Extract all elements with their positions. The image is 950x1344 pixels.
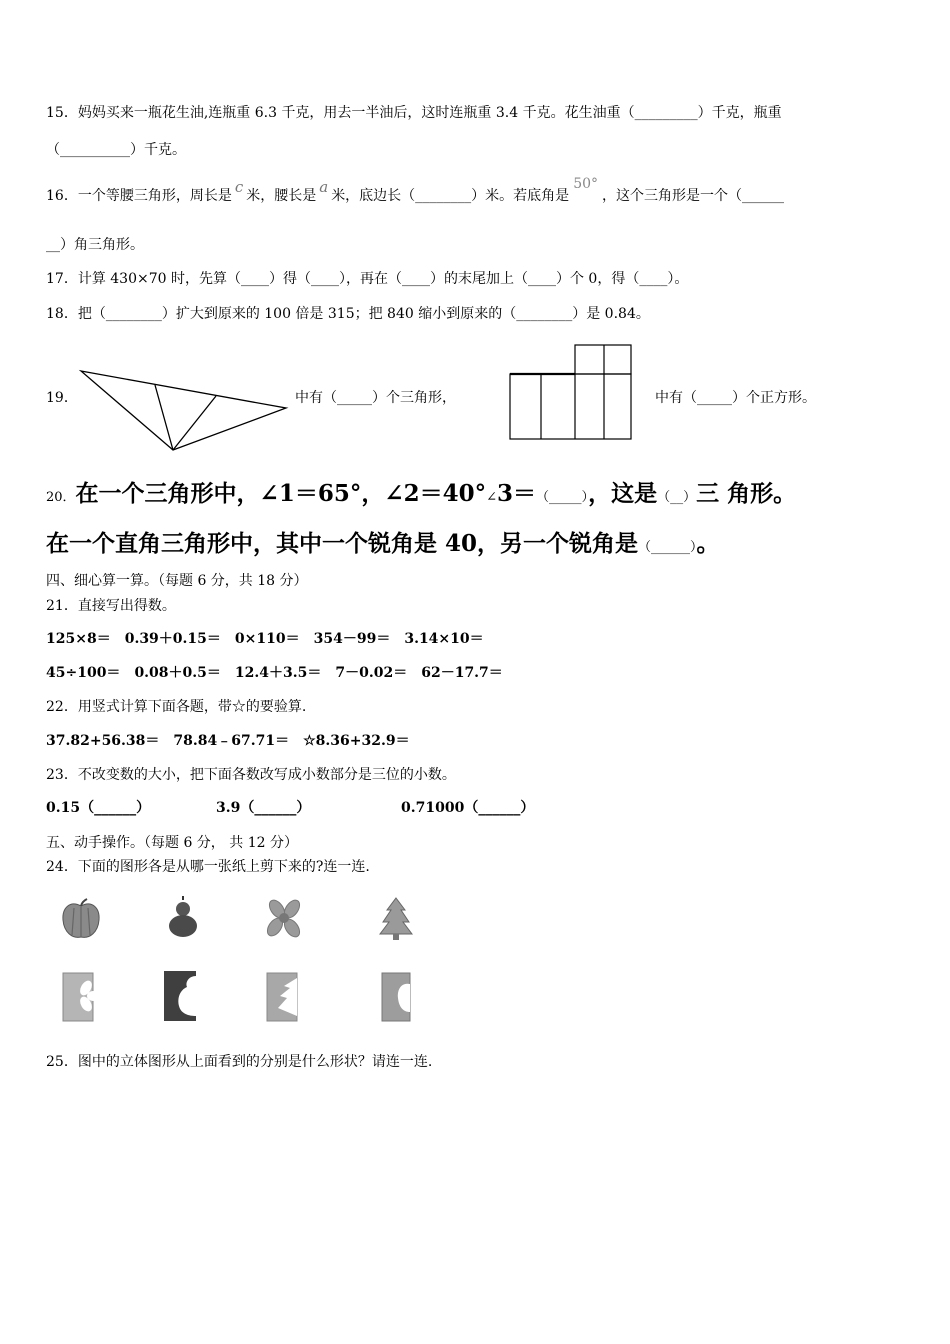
q20-number: 20．: [46, 490, 76, 505]
flower-shape-image: [263, 898, 305, 940]
q16-part2: 米，腰长是: [246, 188, 317, 204]
q20-blank2: （__）: [657, 490, 697, 505]
q15-line1: 15．妈妈买来一瓶花生油,连瓶重 6.3 千克，用去一半油后，这时连瓶重 3.4 千克。花生油重（_________）千克，瓶重: [46, 105, 782, 121]
triangle-figure: [78, 368, 290, 454]
q21-item: 45÷100＝: [46, 665, 121, 681]
q24-title: 24．下面的图形各是从哪一张纸上剪下来的?连一连.: [46, 859, 370, 875]
q21-item: 62－17.7＝: [421, 665, 503, 681]
apple-shape-image: [60, 898, 102, 940]
q22-item: 37.82+56.38＝: [46, 733, 160, 749]
paper-flower-hole-image: [62, 972, 94, 1022]
q22-item: 78.84﹣67.71＝: [173, 733, 290, 749]
section5-heading: 五、动手操作。（每题 6 分， 共 12 分）: [46, 835, 298, 851]
q23-item: 0.71000（______）: [401, 800, 535, 816]
paper-gourd-hole-image: [163, 970, 197, 1022]
q16-part3: 米，底边长（________）米。若底角是: [331, 188, 570, 204]
q20-line2: [46, 529, 720, 563]
q20-line2-text: 在一个直角三角形中，其中一个锐角是 40，另一个锐角是: [46, 530, 639, 557]
q16-line1: [46, 176, 785, 205]
q21-item: 0×110＝: [234, 631, 300, 647]
q16-angle: 50°: [573, 176, 599, 192]
paper-tree-hole-image: [266, 972, 298, 1022]
q20-line1-text: 在一个三角形中，∠1＝65°，∠2＝40°: [75, 480, 487, 507]
q16-var-a: a: [319, 178, 329, 196]
gourd-shape-image: [166, 896, 200, 940]
q21-item: 3.14×10＝: [404, 631, 484, 647]
q21-item: 0.08＋0.5＝: [134, 665, 221, 681]
q16-part1: 16．一个等腰三角形，周长是: [46, 188, 232, 204]
q19-triangles-text: 中有（_____）个三角形，: [295, 390, 456, 406]
tree-shape-image: [378, 896, 414, 942]
q15-line2: （__________）千克。: [46, 142, 186, 158]
q20-line1-eq: 3＝: [497, 480, 537, 507]
q17: 17．计算 430×70 时，先算（____）得（____），再在（____）的末尾加上（____）个 0，得（____）。: [46, 271, 689, 287]
q20-line1-this: ，这是: [588, 480, 658, 507]
q20-line1-end: 三 角形。: [696, 480, 797, 507]
q23-item: 0.15（______）: [46, 800, 151, 816]
q21-item: 125×8＝: [46, 631, 111, 647]
q23-item: 3.9（______）: [216, 800, 311, 816]
q22-items: [46, 732, 424, 750]
q21-item: 7－0.02＝: [335, 665, 408, 681]
q19-squares-text: 中有（_____）个正方形。: [655, 390, 816, 406]
q21-row1: [46, 630, 498, 648]
q21-item: 0.39＋0.15＝: [124, 631, 221, 647]
q16-part4: ，这个三角形是一个（______: [602, 188, 785, 204]
q20-line1: [46, 479, 796, 513]
paper-apple-hole-image: [381, 972, 411, 1022]
section4-heading: 四、细心算一算。（每题 6 分，共 18 分）: [46, 573, 308, 589]
q20-blank1: （_____）: [536, 490, 589, 505]
q25-title: 25．图中的立体图形从上面看到的分别是什么形状？请连一连.: [46, 1054, 433, 1070]
q22-title: 22．用竖式计算下面各题，带☆的要验算.: [46, 699, 307, 715]
q16-line2: __）角三角形。: [46, 237, 144, 253]
q16-var-c: c: [234, 178, 244, 196]
q20-line2-end: 。: [696, 530, 720, 557]
q20-angle-symbol: ∠: [486, 490, 498, 505]
q18: 18．把（________）扩大到原来的 100 倍是 315；把 840 缩小到原来的（________）是 0.84。: [46, 306, 650, 322]
q22-item: ☆8.36+32.9＝: [303, 733, 410, 749]
q23-title: 23．不改变数的大小，把下面各数改写成小数部分是三位的小数。: [46, 767, 456, 783]
squares-figure: [508, 343, 634, 441]
q20-blank3: （______）: [638, 540, 697, 555]
q21-row2: [46, 664, 517, 682]
q21-title: 21．直接写出得数。: [46, 598, 176, 614]
q21-item: 354－99＝: [313, 631, 391, 647]
q21-item: 12.4＋3.5＝: [234, 665, 322, 681]
q19-number: 19．: [46, 390, 78, 406]
